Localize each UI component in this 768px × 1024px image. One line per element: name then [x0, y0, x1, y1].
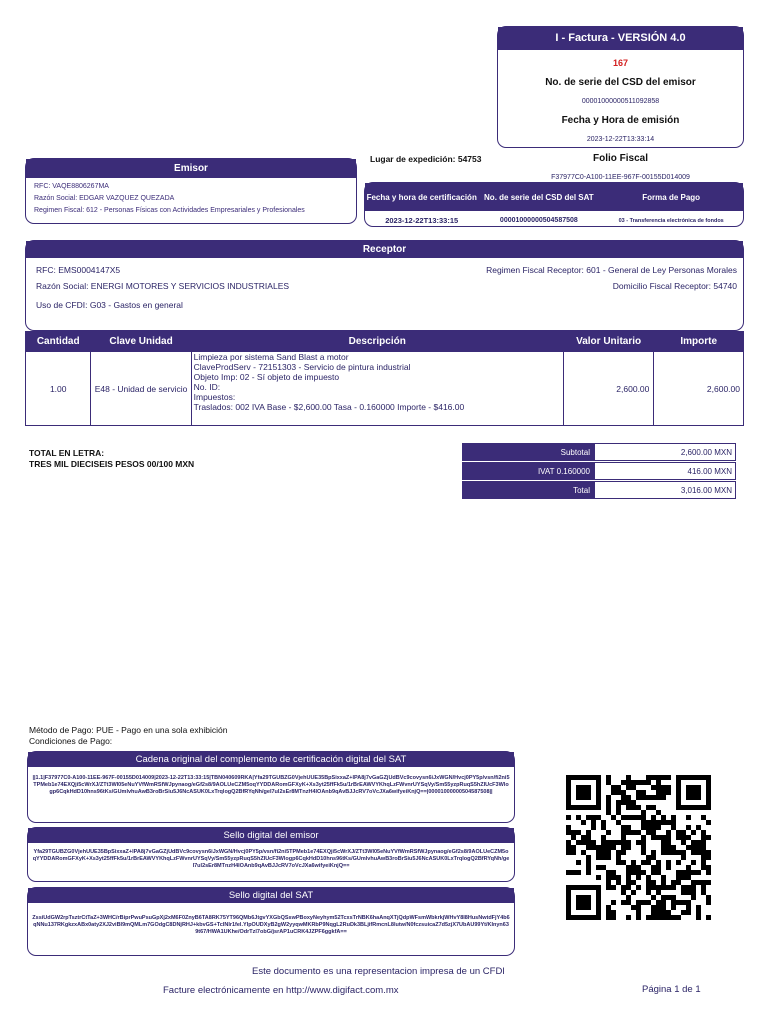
folio-number: 167 — [612, 58, 629, 68]
iva-label: IVAT 0.160000 — [462, 462, 594, 480]
iva-value: 416.00 MXN — [594, 462, 736, 480]
col-header-valor-unitario: Valor Unitario — [563, 332, 654, 352]
descripcion-line: No. ID: — [193, 382, 221, 392]
cell-cantidad: 1.00 — [26, 352, 91, 426]
facture-prefix: Facture electrónicamente en — [163, 985, 284, 996]
total-letra-value: TRES MIL DIECISEIS PESOS 00/100 MXN — [29, 459, 195, 469]
folio-fiscal-label: Folio Fiscal — [592, 153, 648, 164]
sello-emisor-title: Sello digital del emisor — [28, 828, 514, 843]
qr-code — [566, 775, 711, 920]
factura-title: I - Factura - VERSIÓN 4.0 — [498, 27, 743, 50]
subtotal-label: Subtotal — [462, 443, 594, 461]
receptor-razon-social: Razón Social: ENERGI MOTORES Y SERVICIOS INDUSTRIALES — [36, 281, 290, 291]
lugar-expedicion: Lugar de expedición: 54753 — [370, 154, 482, 164]
descripcion-line: Impuestos: — [193, 392, 236, 402]
certificacion-table — [365, 183, 743, 230]
subtotal-row — [462, 443, 736, 461]
cell-descripcion — [191, 352, 563, 426]
conceptos-table — [25, 331, 744, 426]
emisor-box — [25, 158, 357, 224]
descripcion-line: Objeto Imp: 02 - Sí objeto de impuesto — [193, 372, 340, 382]
receptor-title: Receptor — [26, 241, 743, 258]
totales-table — [462, 442, 736, 500]
total-row — [462, 481, 736, 499]
representacion-impresa: Este documento es una representacion impresa de un CFDI — [252, 966, 505, 977]
cert-serie-value: 00001000000504587508 — [499, 217, 578, 224]
descripcion-line: Limpieza por sistema Sand Blast a motor — [193, 352, 349, 362]
cell-importe: 2,600.00 — [654, 352, 744, 426]
receptor-regimen: Regimen Fiscal Receptor: 601 - General de Ley Personas Morales — [486, 265, 737, 275]
pago-info — [29, 725, 227, 747]
cert-header-serie: No. de serie del CSD del SAT — [478, 183, 599, 211]
total-value: 3,016.00 MXN — [594, 481, 736, 499]
sello-sat-box — [27, 887, 515, 956]
condiciones-pago: Condiciones de Pago: — [29, 736, 113, 746]
emisor-razon-social: Razón Social: EDGAR VAZQUEZ QUEZADA — [34, 195, 175, 202]
emisor-rfc: RFC: VAQE8806267MA — [34, 183, 109, 190]
sello-emisor-box — [27, 827, 515, 882]
descripcion-line: ClaveProdServ - 72151303 - Servicio de pintura industrial — [193, 362, 411, 372]
total-label: Total — [462, 481, 594, 499]
facture-line — [163, 985, 399, 996]
csd-emisor-value: 00001000000511092858 — [581, 98, 660, 105]
cadena-original-box — [27, 751, 515, 823]
certificacion-box — [364, 182, 744, 227]
iva-row — [462, 462, 736, 480]
subtotal-value: 2,600.00 MXN — [594, 443, 736, 461]
receptor-uso-cfdi: Uso de CFDI: G03 - Gastos en general — [36, 300, 183, 310]
metodo-pago: Método de Pago: PUE - Pago en una sola exhibición — [29, 725, 228, 735]
sello-sat-title: Sello digital del SAT — [28, 888, 514, 903]
col-header-descripcion: Descripción — [191, 332, 563, 352]
receptor-rfc: RFC: EMS0004147X5 — [36, 265, 121, 275]
cadena-original-value: ||1.1|F37977C0-A100-11EE-967F-00155D014009|2023-12-22T13:33:15|TBN040609RKA|Yfa29TGUBZG0VjehUUE35BpSixxaZ+lPA8j7vGaGZjUdBVc9covysn6iJxWGN/Hvcj0PY5p/vsn/fi2ni5TPMeb1e74EXQji5cWrXJ/ZTt3WI05eNuYVfWmRSfWJpynaog/eGf2s8/9AOLUeCZM5oqYYDDARomGFXyK+Xs3yt25ffFk5u/1rBrEAWVYKhqLzFWvnrUYSqVy/Sm55yzpRuqS5hZIUcF3Wlogp6CqkHdD10hns96tKs/GUmlvhuAwB3roBrSiu5J6NcASUK0LxTrqlogQ2BfRYqNh/geI7ul2sEr8MTnzH4lOAnb9qAvBJJcRV7oVcJXa6wifyeiKnjQ==|00001000000504587508|| — [32, 775, 510, 795]
cell-clave-unidad: E48 - Unidad de servicio — [91, 352, 191, 426]
digifact-link[interactable]: http://www.digifact.com.mx — [286, 985, 399, 996]
cadena-original-title: Cadena original del complemento de certificación digital del SAT — [28, 752, 514, 767]
fecha-emision-label: Fecha y Hora de emisión — [561, 115, 680, 126]
sello-emisor-value: Yfa29TGUBZG0VjehUUE35BpSixxaZ+lPA8j7vGaGZjUdBVc9covysn6iJxWGN/Hvcj0PY5p/vsn/fi2ni5TPMeb1e74EXQji5cWrXJ/ZTt3WI05eNuYVfWmRSfWJpynaog/eGf2s8/9AOLUeCZM5oqYYDDARomGFXyK+Xs3yt25ffFk5u/1rBrEAWVYKhqLzFWvnrUYSqVy/Sm55yzpRuqS5hZIUcF3Wlogp6CqkHdD10hns96tKs/GUmlvhuAwB3roBrSiu5J6NcASUK0LxTrqlogQ2BfRYqNh/geI7ul2sEr8MTnzH4lOAnb9qAvBJJcRV7oVcJXa6wifyeiKnjQ== — [32, 849, 510, 869]
factura-header-box — [497, 26, 744, 181]
total-letra-label: TOTAL EN LETRA: — [29, 448, 105, 458]
csd-emisor-label: No. de serie del CSD del emisor — [545, 77, 696, 88]
table-row — [26, 352, 744, 426]
col-header-cantidad: Cantidad — [26, 332, 91, 352]
col-header-importe: Importe — [654, 332, 744, 352]
cert-fecha-value: 2023-12-22T13:33:15 — [385, 216, 459, 225]
emisor-title: Emisor — [26, 159, 356, 178]
receptor-box — [25, 240, 744, 331]
sello-sat-value: ZssiUdGW2rpTsztrCtTaZ+3WHC/rBiprPwuPsuGpXj2xM6F0ZnyB6TA8RK75YT96QMb6JtgvYXGbQSswPBoxyNeyhym52TcxsTrNBK6haAnqXTjQdpWFsmWbkrkjWHvY8I8HusNwtdFjY4b6qNNu137RKgkzxABx0aty2XJ2viBI9mQMLm7GOdgC8DNjRHJ+kbvGS+TcINIr1fel.YIpOUDXyB2gW2yyqwMKRbP9NqgL2RuDk3BLjifRmcnL8lutw/N0fczsuicaZ7d5zjX7UbAU99Yt/KInyn639t67/HWA1UKhe/OdrTzl7obG/jsrAP1uCRK4JZPF6ggkfA== — [32, 915, 510, 935]
pagina-numero: Página 1 de 1 — [642, 984, 701, 995]
emisor-regimen: Regimen Fiscal: 612 - Personas Físicas con Actividades Empresariales y Profesionales — [34, 207, 305, 214]
folio-fiscal-value: F37977C0-A100-11EE-967F-00155D014009 — [551, 174, 690, 181]
col-header-clave-unidad: Clave Unidad — [91, 332, 191, 352]
cert-forma-pago-value: 03 - Transferencia electrónica de fondos — [618, 217, 724, 224]
cell-valor-unitario: 2,600.00 — [563, 352, 654, 426]
total-en-letra — [29, 448, 194, 470]
cert-header-fecha: Fecha y hora de certificación — [365, 183, 478, 211]
fecha-emision-value: 2023-12-22T13:33:14 — [586, 136, 655, 143]
cert-header-forma-pago: Forma de Pago — [599, 183, 743, 211]
totales-box — [462, 442, 736, 500]
descripcion-line: Traslados: 002 IVA Base - $2,600.00 Tasa - 0.160000 Importe - $416.00 — [193, 402, 465, 412]
receptor-domicilio: Domicilio Fiscal Receptor: 54740 — [612, 281, 737, 291]
